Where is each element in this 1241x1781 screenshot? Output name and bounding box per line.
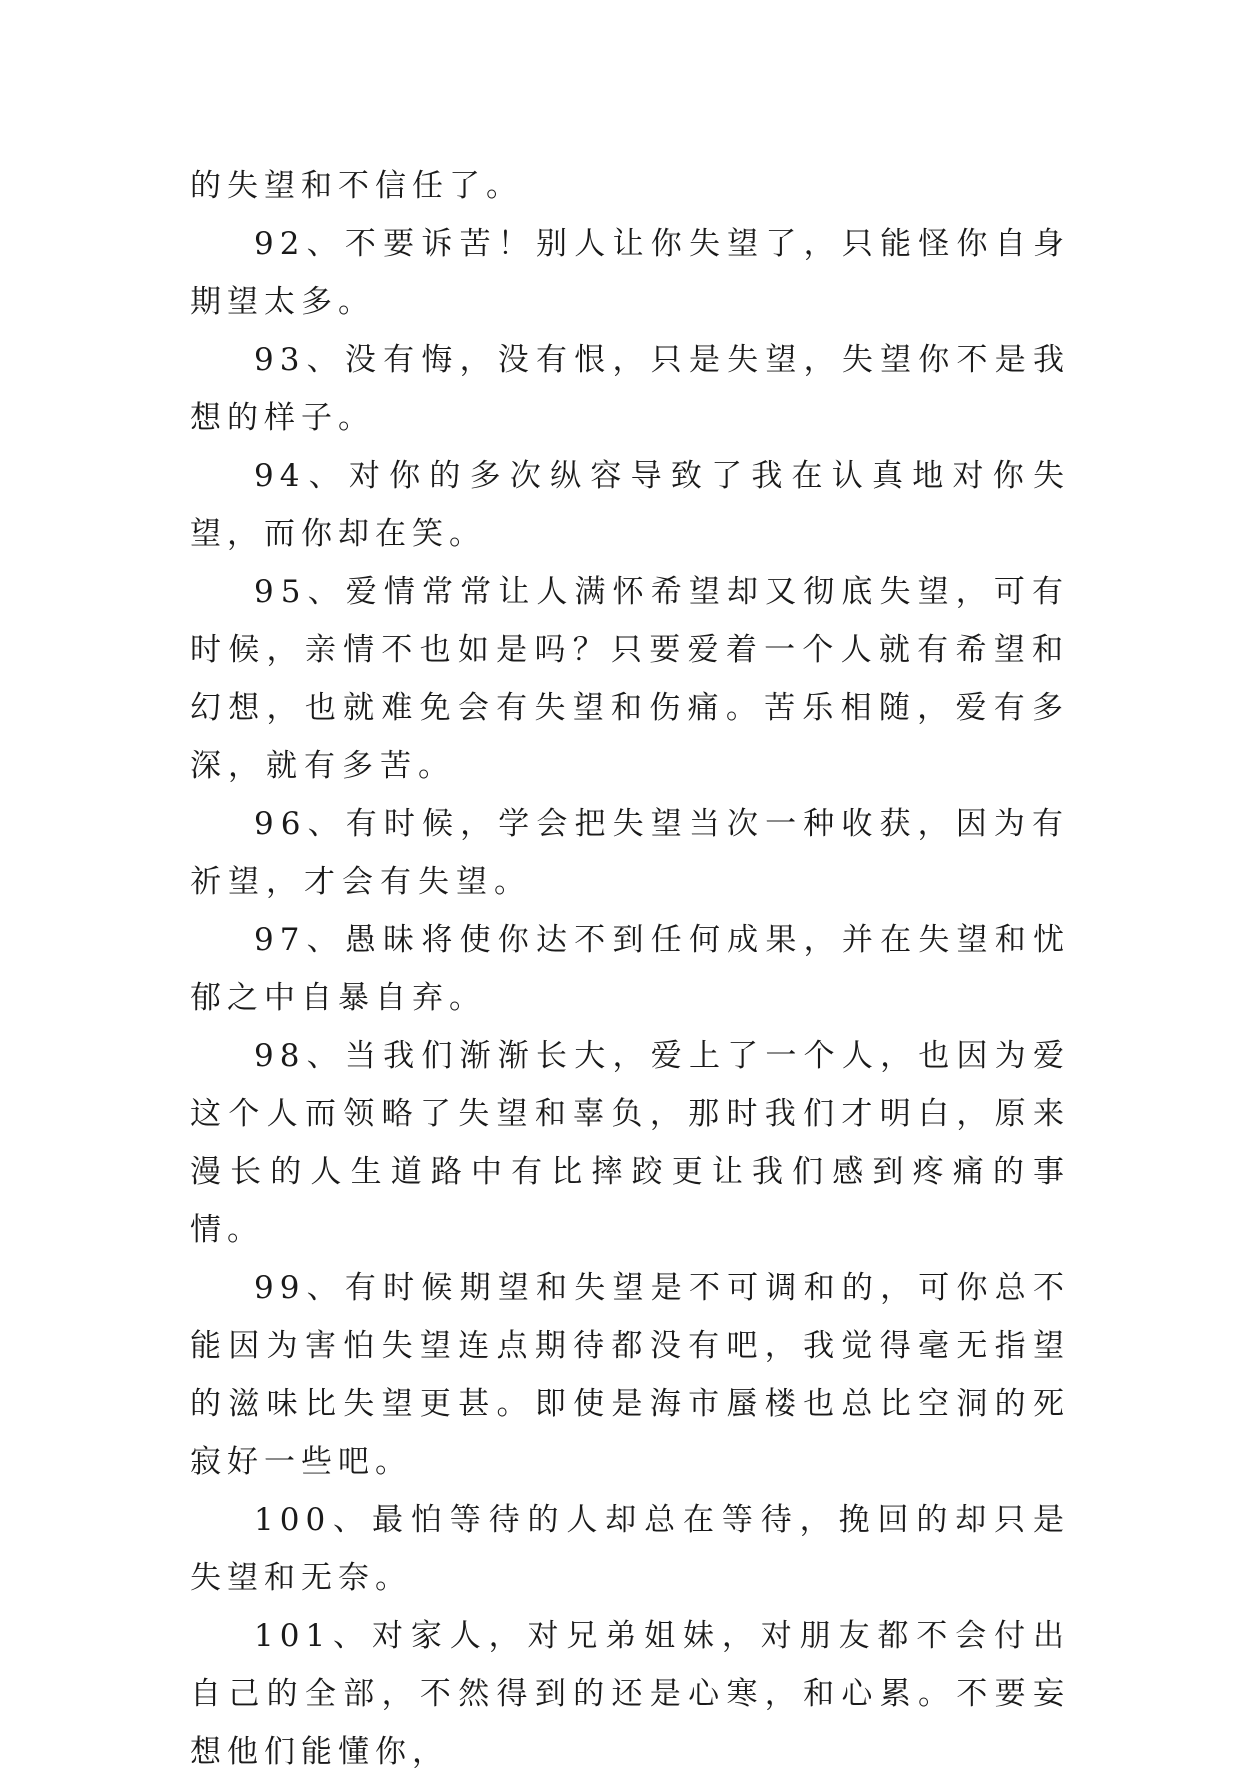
paragraph-93: 93、没有悔，没有恨，只是失望，失望你不是我想的样子。 xyxy=(190,342,1070,436)
paragraph-92: 92、不要诉苦！别人让你失望了，只能怪你自身期望太多。 xyxy=(190,226,1070,320)
paragraph-96: 96、有时候，学会把失望当次一种收获，因为有祈望，才会有失望。 xyxy=(190,806,1070,900)
document-body xyxy=(190,157,1070,1781)
paragraph-101: 101、对家人，对兄弟姐妹，对朋友都不会付出自己的全部，不然得到的还是心寒，和心累。不要妄想他们能懂你， xyxy=(190,1618,1070,1770)
paragraph-94: 94、对你的多次纵容导致了我在认真地对你失望，而你却在笑。 xyxy=(190,458,1070,552)
paragraph-98: 98、当我们渐渐长大，爱上了一个人，也因为爱这个人而领略了失望和辜负，那时我们才明白，原来漫长的人生道路中有比摔跤更让我们感到疼痛的事情。 xyxy=(190,1038,1070,1248)
paragraph-95: 95、爱情常常让人满怀希望却又彻底失望，可有时候，亲情不也如是吗？只要爱着一个人就有希望和幻想，也就难免会有失望和伤痛。苦乐相随，爱有多深，就有多苦。 xyxy=(190,574,1070,784)
paragraph-100: 100、最怕等待的人却总在等待，挽回的却只是失望和无奈。 xyxy=(190,1502,1070,1596)
paragraph-continuation: 的失望和不信任了。 xyxy=(190,168,523,204)
paragraph-97: 97、愚昧将使你达不到任何成果，并在失望和忧郁之中自暴自弃。 xyxy=(190,922,1070,1016)
paragraph-99: 99、有时候期望和失望是不可调和的，可你总不能因为害怕失望连点期待都没有吧，我觉得毫无指望的滋味比失望更甚。即使是海市蜃楼也总比空洞的死寂好一些吧。 xyxy=(190,1270,1070,1480)
